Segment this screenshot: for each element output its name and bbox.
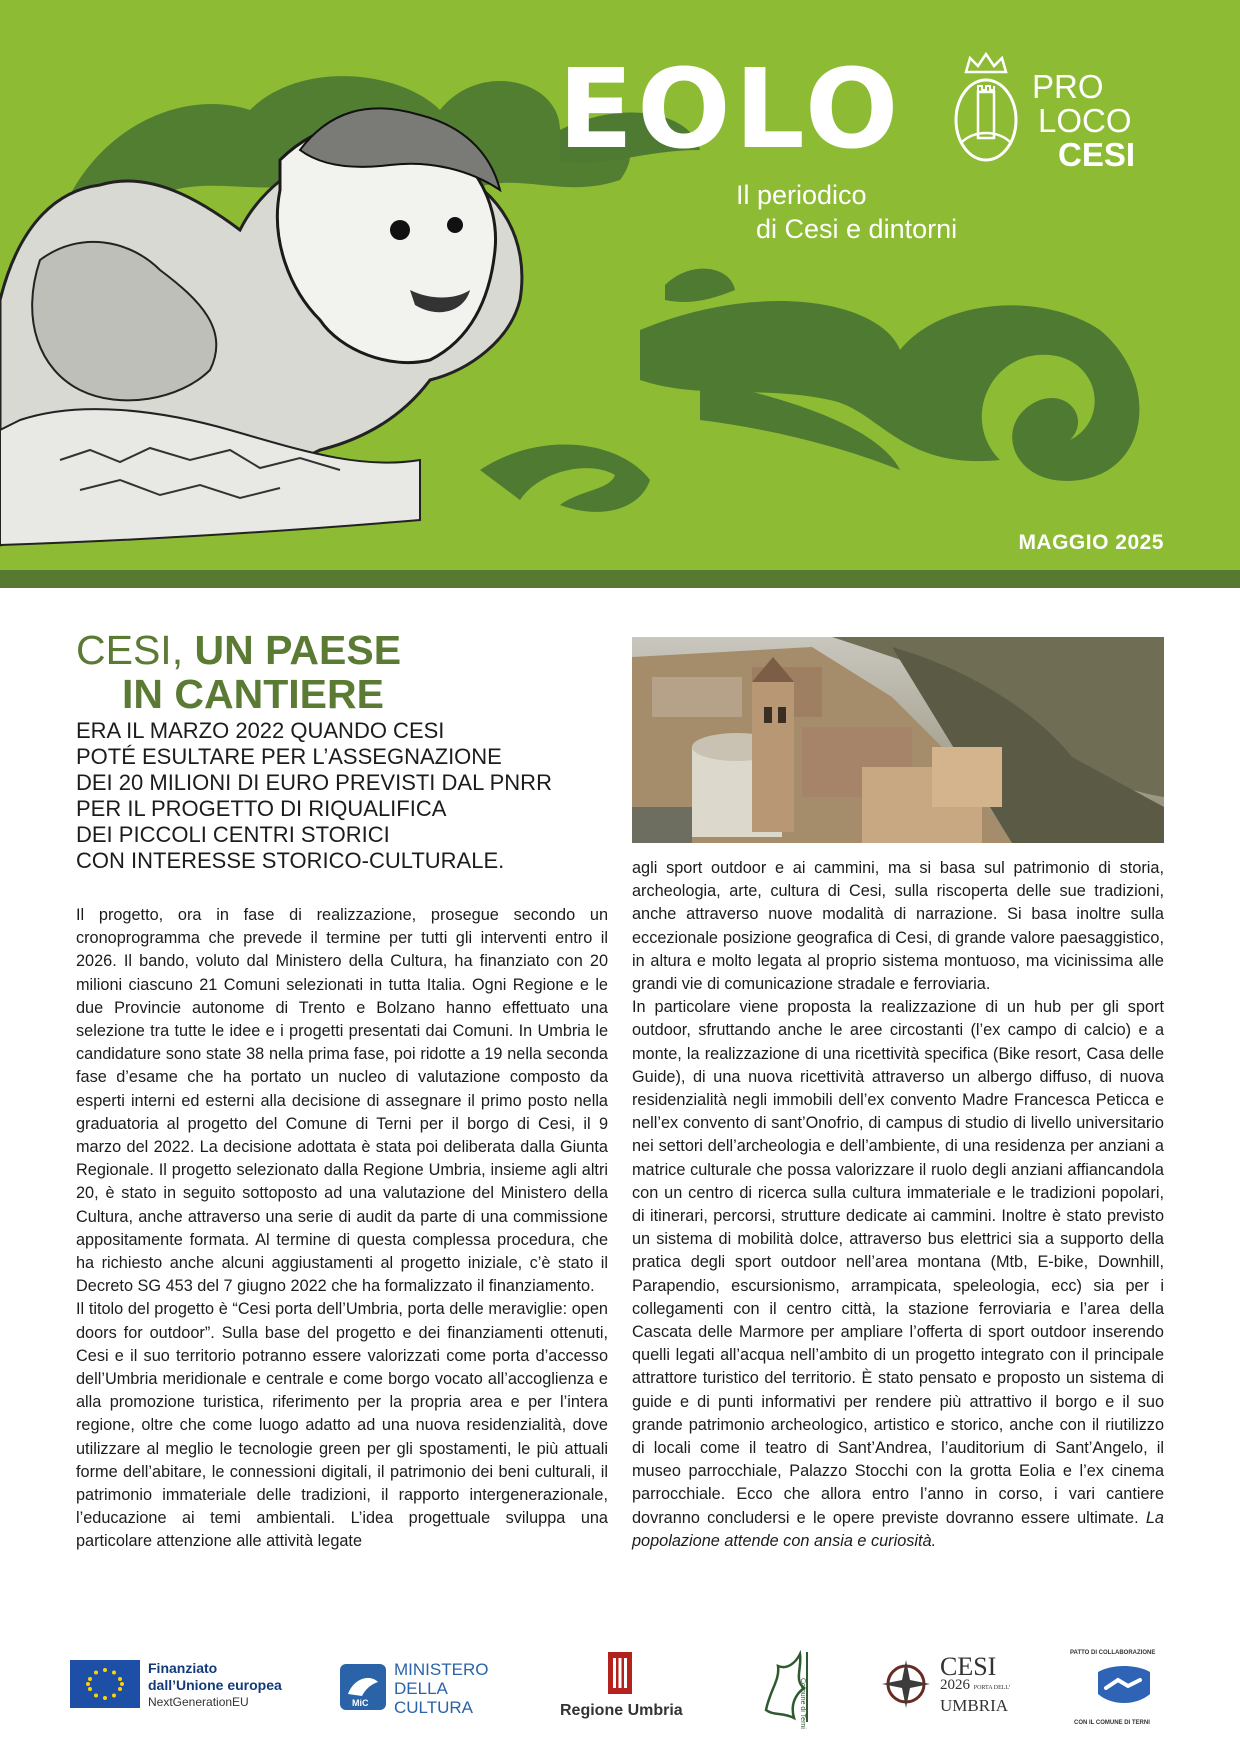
mic-line-1: MINISTERO [394,1660,489,1679]
deck-line: ERA IL MARZO 2022 QUANDO CESI [76,718,445,743]
subtitle-line-1: Il periodico [736,180,867,210]
article-body-right [632,857,1164,1553]
headline-thin: CESI, [76,627,184,673]
cesi-compass-icon [880,1658,932,1710]
eu-line-3: NextGenerationEU [148,1695,249,1709]
article-body-left [76,904,608,1554]
cesi-name: CESI [940,1652,997,1681]
publisher-line-1: PRO [1032,68,1104,105]
body-paragraph: Il titolo del progetto è “Cesi porta dell’Umbria, porta delle meraviglie: open doors for outdoor”. Sulla base del progetto e dei finanziamenti ottenuti, Cesi e il suo territorio potranno essere valorizzati come porta d’accesso dell’Umbria meridionale e centrale e come borgo vocato all’accoglienza e alla promozione turistica, riferimento per la propria area e per l’intera regione, oltre che come luogo adatto ad una nuova residenzialità, dove utilizzare al meglio le tecnologie green per gli spostamenti, le più attuali forme dell’abitare, le connessioni digitali, il patrimonio dei beni culturali, il patrimonio immateriale delle tradizioni, il rapporto intergenerazionale, l’educazione ai temi ambientali. L’idea progettuale sviluppa una particolare attenzione alle attività legate [76,1300,608,1551]
issue-date: MAGGIO 2025 [1018,531,1164,554]
headline-bold-2: IN CANTIERE [122,671,384,717]
comune-label: Comune di Terni [799,1678,806,1729]
deck-line: DEI PICCOLI CENTRI STORICI [76,822,390,847]
region-label: Regione Umbria [560,1702,683,1719]
cesi-tag: PORTA DELL’ [973,1685,1011,1691]
body-paragraph [632,996,1164,1553]
cesi-region: UMBRIA [940,1696,1009,1715]
mic-line-2: DELLA [394,1679,448,1698]
eu-line-2: dall’Unione europea [148,1677,282,1693]
umbria-emblem-icon [608,1652,632,1694]
deck-line: DEI 20 MILIONI DI EURO PREVISTI DAL PNRR [76,770,552,795]
eu-line-1: Finanziato [148,1660,218,1676]
masthead-title: EOLO [558,45,903,173]
masthead [0,0,1240,570]
mic-label [394,1660,488,1717]
publisher-logo [1032,70,1135,172]
handshake-icon [1092,1664,1156,1712]
publisher-line-2: LOCO [1038,102,1132,139]
body-paragraph: Il progetto, ora in fase di realizzazione, prosegue secondo un cronoprogramma che prevede il termine per tutti gli interventi entro il 2026. Il bando, voluto dal Ministero della Cultura, ha finanziato con 20 milioni ciascuno 21 Comuni selezionati in tutta Italia. Ogni Regione e le due Provincie autonome di Trento e Bolzano hanno effettuato una selezione tra tutte le idee e i progetti presentati dai Comuni. In Umbria le candidature sono state 38 nella prima fase, poi ridotte a 19 nella seconda fase d’esame che ha portato un nucleo di valutazione composto da esperti interni ed esterni alla decisione di assegnare il primo posto nella graduatoria al progetto del Comune di Terni per il borgo di Cesi, il 9 marzo del 2022. La decisione adottata è stata poi deliberata dalla Giunta Regionale. Il progetto selezionato dalla Regione Umbria, insieme agli altri 20, è stato in seguito sottoposto ad una valutazione del Ministero della Cultura, anche attraverso una serie di audit da parte di una commissione appositamente formata. Al termine di questa complessa procedura, che ha richiesto anche alcuni aggiustamenti al progetto iniziale, c’è stato il Decreto SG 453 del 7 giugno 2022 che ha formalizzato il finanziamento. [76,906,608,1296]
subtitle-line-2: di Cesi e dintorni [756,214,958,244]
cesi-year: 2026 [940,1677,970,1693]
aerial-photo-cesi [632,637,1164,843]
headline-bold-1: UN PAESE [194,627,402,673]
deck-line: POTÉ ESULTARE PER L’ASSEGNAZIONE [76,744,502,769]
mic-badge: MiC [352,1698,369,1708]
article-deck [76,718,616,874]
cesi-2026-label [940,1652,1011,1715]
closing-line: La popolazione attende con ansia e curiosità. [632,1508,1164,1550]
deck-line: CON INTERESSE STORICO-CULTURALE. [76,848,505,873]
patto-top-label: PATTO DI COLLABORAZIONE [1070,1650,1156,1656]
body-text: In particolare viene proposta la realizzazione di un hub per gli sport outdoor, sfruttando anche le aree circostanti (l’ex campo di calcio) e a monte, la realizzazione di una ricettività specifica (Bike resort, Casa delle Guide), di una nuova ricettività attraverso un albergo diffuso, di nuova residenzialità negli immobili dell’ex convento Madre Francesca Peticca e nell’ex convento di sant’Onofrio, di campus di studio di livello universitario nei settori dell’archeologia e dell’ambiente, di una residenza per anziani a matrice culturale che possa valorizzare il ruolo degli anziani affiancandola con un centro di ricerca sulla cultura immateriale e le tradizioni popolari, di itinerari, percorsi, strutture dedicate ai cammini. Inoltre è stato previsto un sistema di mobilità dolce, attraverso bus elettrici sia a supporto della pratica degli sport outdoor nell’area montana (Mtb, E-bike, Downhill, Parapendio, escursionismo, arrampicata, speleologia, ecc) sia per i collegamenti con il centro città, la stazione ferroviaria e l’area della Cascata delle Marmore per ampliare l’offerta di sport outdoor inserendo quelli legati all’acqua nell’ambito di un progetto integrato con il principale attrattore turistico del territorio. È stato pensato e proposto un sistema di guide e di punti informativi per rendere più attrattivo il borgo e il suo grande patrimonio archeologico, artistico e storico, anche con il riutilizzo di locali come il teatro di Sant’Andrea, l’auditorium di Sant’Angelo, il museo parrocchiale, Palazzo Stocchi con la grotta Eolia e l’ex cinema parrocchiale. Ecco che allora entro l’anno in corso, i vari cantiere dovranno concludersi e le opere previste dovranno essere ultimate. [632,998,1164,1527]
article-headline [76,628,596,716]
cesi-year-row [940,1676,1011,1697]
masthead-subtitle [736,178,957,246]
sponsor-logos [0,1640,1240,1740]
mic-line-3: CULTURA [394,1698,474,1717]
pro-loco-crest-icon [948,50,1024,162]
publisher-line-3: CESI [1058,136,1136,173]
deck-line: PER IL PROGETTO DI RIQUALIFICA [76,796,447,821]
body-paragraph: agli sport outdoor e ai cammini, ma si basa sul patrimonio di storia, archeologia, arte, cultura di Cesi, sulla riscoperta delle sue tradizioni, anche attraverso nuove modalità di narrazione. Si basa inoltre sulla eccezionale posizione geografica di Cesi, di grande valore paesaggistico, in altura e molto legata al proprio sistema montuoso, ma vicinissima alle grandi vie di comunicazione stradale e ferroviaria. [632,859,1164,994]
eu-funding-label [148,1660,282,1711]
eu-flag-icon [70,1660,140,1708]
patto-bottom-label: CON IL COMUNE DI TERNI [1074,1720,1150,1726]
masthead-divider [0,570,1240,588]
